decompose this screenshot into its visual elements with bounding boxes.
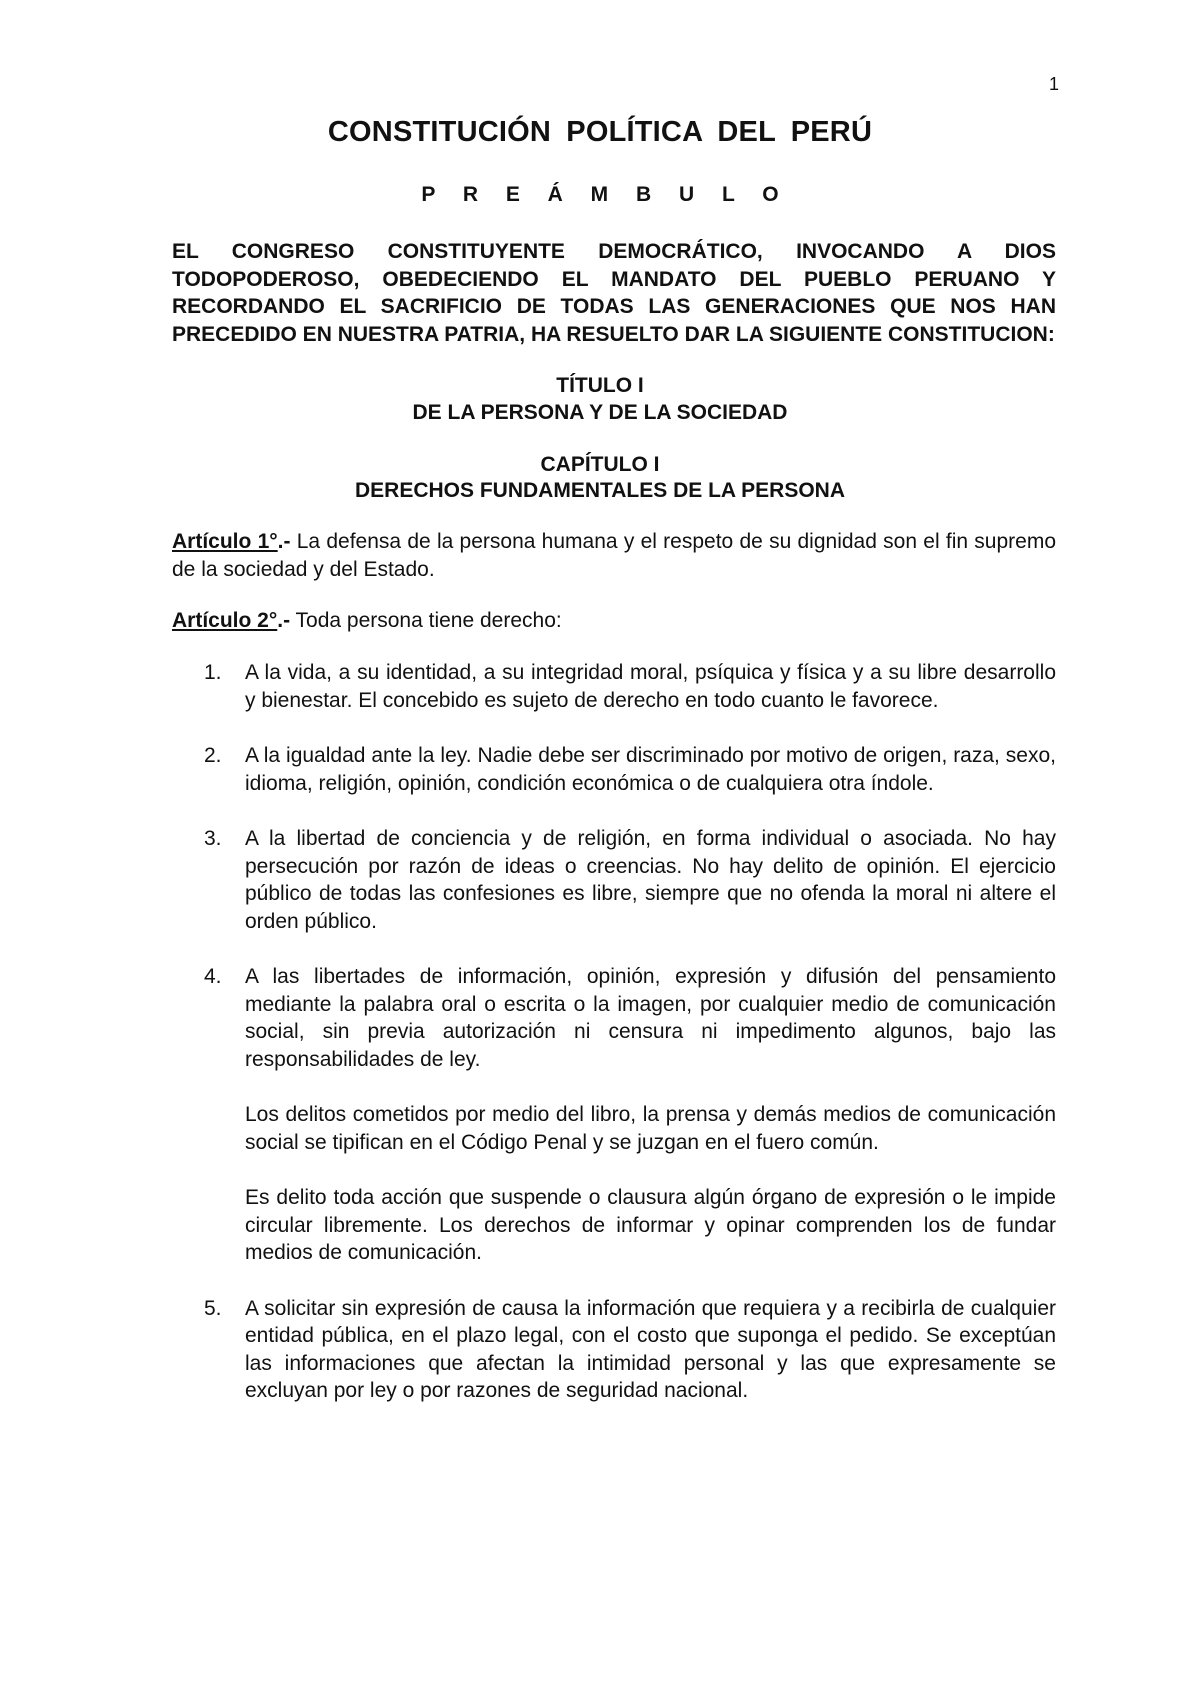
article-2	[172, 607, 1056, 635]
list-item	[172, 742, 1056, 797]
list-item-paragraph: Es delito toda acción que suspende o clausura algún órgano de expresión o le impide circular libremente. Los derechos de informar y opinar comprenden los de fundar medios de comunicación.	[245, 1186, 1056, 1264]
list-item-number: 5.	[204, 1296, 222, 1320]
preamble-heading: P R E Á M B U L O	[421, 183, 790, 206]
article-1-label: Artículo 1°	[172, 530, 278, 553]
list-item-paragraph: A solicitar sin expresión de causa la información que requiera y a recibirla de cualquier entidad pública, en el plazo legal, con el costo que suponga el pedido. Se exceptúan las informaciones que afectan la intimidad personal y las que expresamente se excluyan por ley o por razones de seguridad nacional.	[245, 1296, 1056, 1402]
list-item-number: 4.	[204, 965, 222, 988]
page-number: 1	[1049, 74, 1060, 94]
list-item-paragraph: A la vida, a su identidad, a su integridad moral, psíquica y física y a su libre desarrollo y bienestar. El concebido es sujeto de derecho en todo cuanto le favorece.	[245, 661, 1056, 712]
list-item-paragraph: Los delitos cometidos por medio del libro, la prensa y demás medios de comunicación social se tipifican en el Código Penal y se juzgan en el fuero común.	[245, 1103, 1056, 1154]
list-item	[172, 659, 1056, 714]
article-2-text: Toda persona tiene derecho:	[290, 609, 562, 632]
document-title: CONSTITUCIÓN POLÍTICA DEL PERÚ	[327, 116, 873, 148]
article-2-separator: .-	[277, 609, 291, 632]
article-1-text: La defensa de la persona humana y el respeto de su dignidad son el fin supremo de la sociedad y del Estado.	[172, 530, 1057, 581]
list-item-paragraph: A la igualdad ante la ley. Nadie debe ser discriminado por motivo de origen, raza, sexo, idioma, religión, opinión, condición económica o de cualquiera otra índole.	[245, 744, 1056, 795]
rights-list	[172, 659, 1056, 1433]
list-item	[172, 1295, 1056, 1405]
titulo-label: TÍTULO I	[556, 374, 644, 397]
list-item-number: 1.	[204, 661, 222, 684]
list-item	[172, 825, 1056, 935]
list-item-number: 3.	[204, 827, 222, 850]
capitulo-name: DERECHOS FUNDAMENTALES DE LA PERSONA	[354, 479, 846, 502]
preamble-text: EL CONGRESO CONSTITUYENTE DEMOCRÁTICO, INVOCANDO A DIOS TODOPODEROSO, OBEDECIENDO EL MANDATO DEL PUEBLO PERUANO Y RECORDANDO EL SACRIFICIO DE TODAS LAS GENERACIONES QUE NOS HAN PRECEDIDO EN NUESTRA PATRIA, HA RESUELTO DAR LA SIGUIENTE CONSTITUCION:	[172, 240, 1056, 346]
article-1	[172, 528, 1056, 583]
article-1-separator: .-	[277, 530, 291, 553]
list-item	[172, 963, 1056, 1267]
titulo-name: DE LA PERSONA Y DE LA SOCIEDAD	[412, 401, 788, 424]
list-item-number: 2.	[204, 744, 222, 767]
list-item-paragraph: A las libertades de información, opinión, expresión y difusión del pensamiento mediante la palabra oral o escrita o la imagen, por cualquier medio de comunicación social, sin previa autorización ni censura ni impedimento algunos, bajo las responsabilidades de ley.	[245, 965, 1056, 1071]
capitulo-label: CAPÍTULO I	[540, 453, 660, 476]
article-2-label: Artículo 2°	[172, 609, 278, 632]
list-item-paragraph: A la libertad de conciencia y de religión, en forma individual o asociada. No hay persecución por razón de ideas o creencias. No hay delito de opinión. El ejercicio público de todas las confesiones es libre, siempre que no ofenda la moral ni altere el orden público.	[245, 827, 1056, 933]
